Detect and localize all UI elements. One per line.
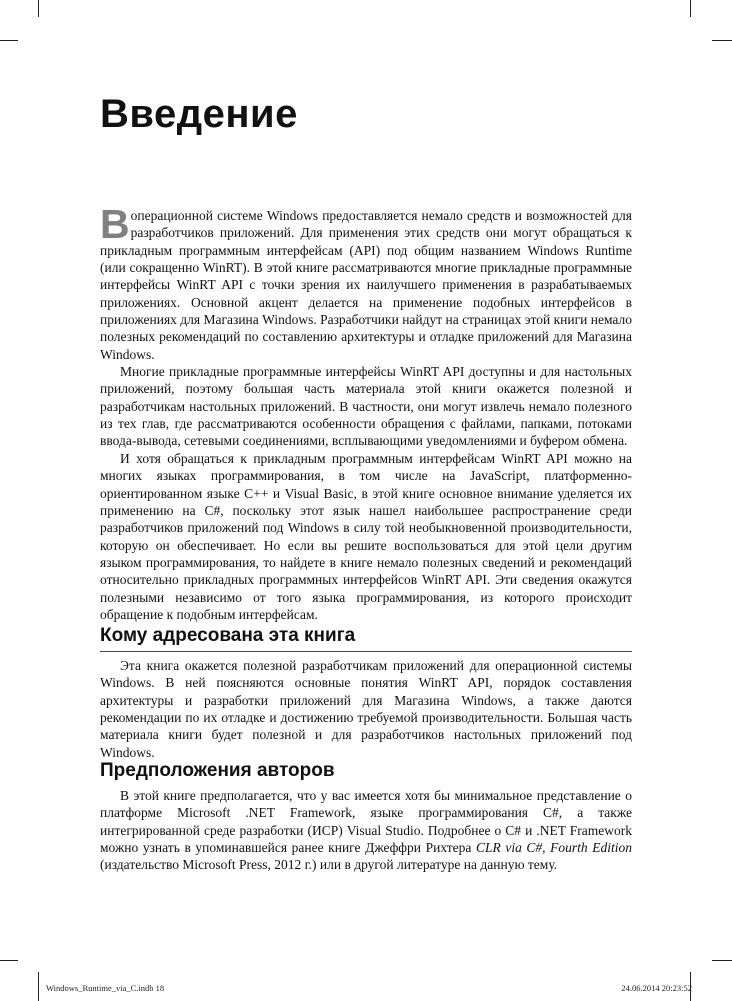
section-rule <box>100 651 632 652</box>
intro-paragraph-3: И хотя обращаться к прикладным программным интерфейсам WinRT API можно на многих языках программирования, в том числе на JavaScript, платформенно-ориентированном языке C++ и Visual Basic, в этой книге основное внимание уделяется их применению на C#, поскольку этот язык нашел наибольшее распространение среди разработчиков приложений под Windows в силу той необыкновенной производительности, которую он обеспечивает. Но если вы решите воспользоваться для этой цели другим языком программирования, то найдете в книге немало полезных сведений и рекомендаций относительно прикладных программных интерфейсов WinRT API. Эти сведения окажутся полезными независимо от того языка программирования, из которого происходит обращение к подобным интерфейсам. <box>100 450 632 622</box>
intro-paragraph-2: Многие прикладные программные интерфейсы WinRT API доступны и для настольных приложений, поэтому большая часть материала этой книги окажется полезной и разработчикам настольных приложений. В частности, они могут извлечь немало полезного из тех глав, где рассматриваются особенности обращения с файлами, папками, потоками ввода-вывода, сетевыми соединениями, всплывающими уведомлениями и буфером обмена. <box>100 364 632 449</box>
section-heading-audience: Кому адресована эта книга <box>100 625 356 646</box>
crop-mark-top-left <box>38 0 39 17</box>
drop-cap: В <box>100 201 130 247</box>
footer-file-info: Windows_Runtime_via_C.indb 18 <box>46 983 165 993</box>
assumptions-paragraph <box>100 787 632 874</box>
book-title: CLR via C#, Fourth Edition <box>476 840 632 856</box>
chapter-intro <box>100 201 632 623</box>
chapter-title: Введение <box>100 92 298 136</box>
crop-mark-bottom-left <box>38 972 39 1001</box>
section-heading-assumptions: Предположения авторов <box>100 760 335 781</box>
crop-mark-left-top <box>0 40 18 41</box>
intro-paragraph-1-text: операционной системе Windows предоставляется немало средств и возможностей для разработчиков приложений. Для применения этих средств они могут обращаться к прикладным программным интерфейсам (API) под общим названием Windows Runtime (или сокращенно WinRT). В этой книге рассматриваются многие прикладные программные интерфейсы WinRT API с точки зрения их наилучшего применения в разрабатываемых приложениях. Основной акцент делается на применение подобных интерфейсов в приложениях для Магазина Windows. Разработчики найдут на страницах этой книги немало полезных рекомендаций по составлению архитектуры и отладке приложений для Магазина Windows. <box>100 208 632 362</box>
section-audience-body <box>100 657 632 761</box>
crop-mark-top-right <box>690 0 691 17</box>
crop-mark-left-bottom <box>0 960 18 961</box>
assumptions-text-after: (издательство Microsoft Press, 2012 г.) или в другой литературе на данную тему. <box>100 857 558 873</box>
audience-paragraph: Эта книга окажется полезной разработчикам приложений для операционной системы Windows. В ней поясняются основные понятия WinRT API, порядок составления архитектуры и разработки приложений для Магазина Windows, а также даются рекомендации по их отладке и достижению требуемой производительности. Большая часть материала книги будет полезной и для разработчиков настольных приложений под Windows. <box>100 658 632 760</box>
assumptions-text-before: В этой книге предполагается, что у вас имеется хотя бы минимальное представление о платформе Microsoft .NET Framework, языке программирования C#, а также интегрированной среде разработки (ИСР) Visual Studio. Подробнее о C# и .NET Framework можно узнать в упоминавшейся ранее книге Джеффри Рихтера <box>100 788 632 856</box>
crop-mark-right-top <box>712 40 732 41</box>
intro-paragraph-1 <box>100 201 632 363</box>
crop-mark-right-bottom <box>712 960 732 961</box>
section-assumptions-body <box>100 787 632 874</box>
footer-timestamp: 24.06.2014 20:23:52 <box>621 983 692 993</box>
